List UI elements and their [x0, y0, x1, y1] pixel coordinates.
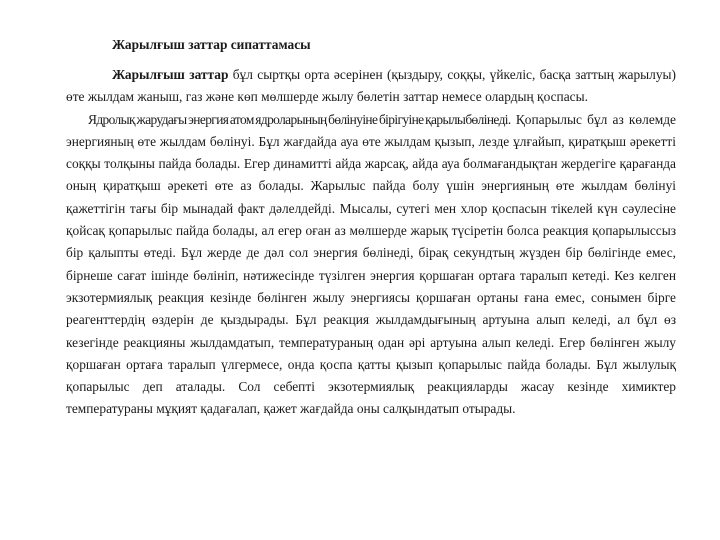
document-title: Жарылғыш заттар сипаттамасы [112, 37, 311, 52]
document-page [66, 34, 676, 421]
defined-term: Жарылғыш заттар [112, 67, 229, 82]
paragraph-explosion [66, 109, 676, 421]
paragraph-definition [66, 64, 676, 109]
explosion-text: Қопарылыс бұл аз көлемде энергияның өте жылдам бөлінуі. Бұл жағдайда ауа өте жылдам қызып, лезде ұлғайып, қиратқыш әрекетті соққы толқыны пайда болады. Егер динамитті айда жарсақ, айда ауа болмағандықтан жердегіге қарағанда оның қиратқыш әрекеті өте аз болады. Жарылыс пайда болу үшін энергияның өте жылдам бөлінуі қажеттігін тағы бір мынадай факт дәлелдейді. Мысалы, сутегі мен хлор қоспасын тікелей күн сәулесіне қойсақ қопарылыс пайда болады, ал егер оған аз мөлшерде жарық түсіретін болса реакция қопарылыссыз бір қалыпты өтеді. Бұл жерде де дәл сол энергия бөлінеді, бірақ секундтың жүзден бір бөлігінде емес, бірнеше сағат ішінде бөлініп, нәтижесінде түзілген энергия қоршаған ортаға таралып кетеді. Кез келген экзотермиялық реакция кезінде бөлінген жылу энергиясы қоршаған ортаны ғана емес, сонымен бірге реагенттердің өздерін де қыздырады. Бұл реакция жылдамдығының артуына алып келеді, ал бұл өз кезегінде реакцияны жылдамдатып, температураның одан әрі артуына алып келеді. Егер бөлінген жылу қоршаған ортаға таралып үлгермесе, онда қоспа қатты қызып қопарылыс пайда болады. Бұл жылулық қопарылыс деп аталады. Сол себепті экзотермиялық реакцияларды жасау кезінде химиктер температураны мұқият қадағалап, қажет жағдайда оны салқындатып отырады. [66, 111, 676, 417]
nuclear-sentence: Ядролық жарудағы энергия атом ядроларының бөлінуіне бірігуіне қарылыбөлінеді. [88, 111, 511, 127]
definition-text: бұл сыртқы орта әсерінен (қыздыру, соққы, үйкеліс, басқа заттың жарылуы) өте жылдам жаныш, газ және көп мөлшерде жылу бөлетін заттар немесе олардың қоспасы. [66, 67, 676, 105]
